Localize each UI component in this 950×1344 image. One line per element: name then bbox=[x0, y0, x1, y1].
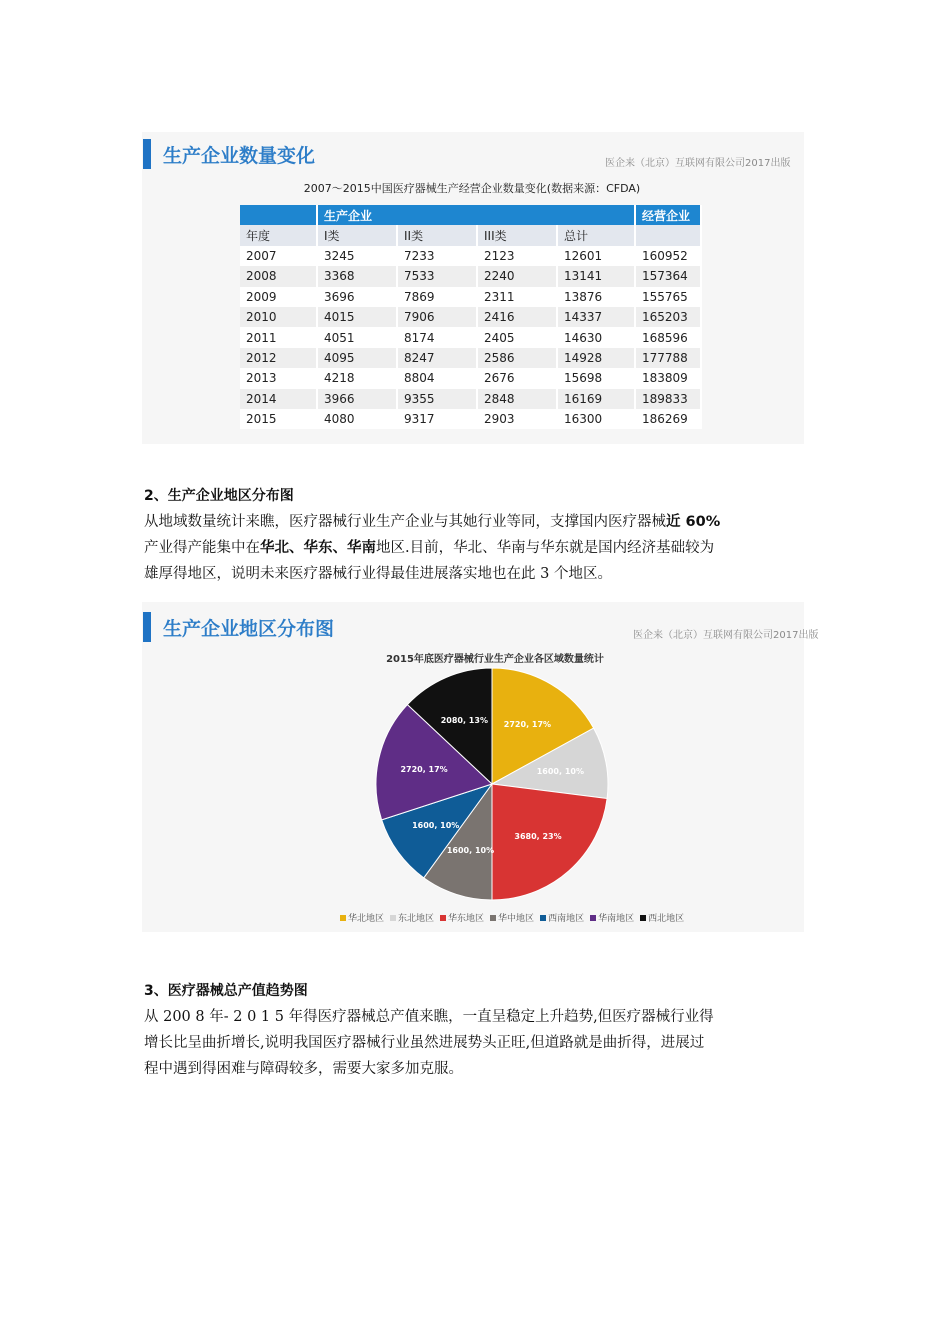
table-row bbox=[240, 389, 701, 409]
legend-swatch bbox=[490, 915, 496, 921]
section-title: 生产企业数量变化 bbox=[163, 144, 316, 167]
section-title: 生产企业地区分布图 bbox=[163, 617, 335, 640]
table-column-header-row bbox=[240, 225, 701, 245]
table-row bbox=[240, 368, 701, 388]
table-cell: 189833 bbox=[635, 389, 701, 409]
highlight-regions: 华北、华东、华南 bbox=[260, 540, 376, 556]
table-cell: 3966 bbox=[317, 389, 397, 409]
table-cell: 16169 bbox=[557, 389, 635, 409]
enterprise-count-table bbox=[240, 205, 702, 429]
legend-item bbox=[590, 911, 634, 924]
table-cell: 9355 bbox=[397, 389, 477, 409]
table-cell: 177788 bbox=[635, 348, 701, 368]
table-cell: 2011 bbox=[240, 327, 317, 347]
section-header-region-distribution bbox=[143, 612, 334, 642]
legend-item bbox=[440, 911, 484, 924]
table-cell: 4051 bbox=[317, 327, 397, 347]
table-cell: 3368 bbox=[317, 266, 397, 286]
legend-swatch bbox=[340, 915, 346, 921]
paragraph-heading: 3、医疗器械总产值趋势图 bbox=[144, 983, 308, 999]
table-cell: 2240 bbox=[477, 266, 557, 286]
table-cell: 8247 bbox=[397, 348, 477, 368]
table-cell: 183809 bbox=[635, 368, 701, 388]
table-cell: 7233 bbox=[397, 246, 477, 266]
legend-label: 华中地区 bbox=[498, 914, 535, 924]
legend-item bbox=[640, 911, 684, 924]
table-caption: 2007～2015中国医疗器械生产经营企业数量变化(数据来源：CFDA) bbox=[303, 182, 641, 195]
table-row bbox=[240, 266, 701, 286]
section-header-enterprise-count bbox=[143, 139, 315, 169]
table-cell: 2009 bbox=[240, 287, 317, 307]
legend-swatch bbox=[390, 915, 396, 921]
paragraph-heading: 2、生产企业地区分布图 bbox=[144, 488, 294, 504]
table-cell: 2013 bbox=[240, 368, 317, 388]
pie-chart-title: 2015年底医疗器械行业生产企业各区域数量统计 bbox=[386, 654, 604, 665]
table-cell: 4015 bbox=[317, 307, 397, 327]
paragraph-line: 程中遇到得困难与障碍较多，需要大家多加克服。 bbox=[144, 1061, 463, 1077]
legend-label: 西北地区 bbox=[648, 914, 685, 924]
table-cell: 2676 bbox=[477, 368, 557, 388]
table-cell: 16300 bbox=[557, 409, 635, 429]
legend-item bbox=[340, 911, 384, 924]
table-cell: 157364 bbox=[635, 266, 701, 286]
table-cell: 7869 bbox=[397, 287, 477, 307]
paragraph-line bbox=[144, 509, 824, 535]
legend-label: 华南地区 bbox=[598, 914, 635, 924]
column-header: 总计 bbox=[557, 225, 635, 245]
table-cell: 14928 bbox=[557, 348, 635, 368]
table-cell: 7533 bbox=[397, 266, 477, 286]
table-cell: 3245 bbox=[317, 246, 397, 266]
paragraph-text: 产业得产能集中在 bbox=[144, 540, 260, 556]
paragraph-line: 增长比呈曲折增长,说明我国医疗器械行业虽然进展势头正旺,但道路就是曲折得，进展过 bbox=[144, 1035, 705, 1051]
pie-data-label: 3680, 23% bbox=[514, 832, 562, 842]
column-header bbox=[635, 225, 701, 245]
paragraph-text: 地区.目前，华北、华南与华东就是国内经济基础较为 bbox=[376, 540, 715, 556]
table-cell: 2015 bbox=[240, 409, 317, 429]
table-cell: 165203 bbox=[635, 307, 701, 327]
table-row bbox=[240, 246, 701, 266]
table-cell: 168596 bbox=[635, 327, 701, 347]
table-cell: 14337 bbox=[557, 307, 635, 327]
table-row bbox=[240, 287, 701, 307]
table-cell: 9317 bbox=[397, 409, 477, 429]
legend-swatch bbox=[440, 915, 446, 921]
legend-label: 华东地区 bbox=[448, 914, 485, 924]
table-body bbox=[240, 246, 701, 430]
table-cell: 2008 bbox=[240, 266, 317, 286]
table-row bbox=[240, 409, 701, 429]
column-header: III类 bbox=[477, 225, 557, 245]
legend-label: 西南地区 bbox=[548, 914, 585, 924]
publisher-credit: 医企来（北京）互联网有限公司2017出版 bbox=[605, 158, 791, 169]
legend-item bbox=[390, 911, 434, 924]
table-cell: 8804 bbox=[397, 368, 477, 388]
pie-data-label: 1600, 10% bbox=[412, 820, 460, 830]
paragraph-text: 从地域数量统计来瞧，医疗器械行业生产企业与其她行业等同，支撑国内医疗器械 bbox=[144, 514, 666, 530]
table-cell: 2010 bbox=[240, 307, 317, 327]
paragraph-line bbox=[144, 535, 824, 561]
table-cell: 186269 bbox=[635, 409, 701, 429]
table-cell: 160952 bbox=[635, 246, 701, 266]
table-cell: 4080 bbox=[317, 409, 397, 429]
section-accent-bar bbox=[143, 139, 151, 169]
legend-label: 东北地区 bbox=[398, 914, 435, 924]
region-pie-chart bbox=[370, 666, 615, 906]
pie-data-label: 1600, 10% bbox=[536, 766, 584, 776]
pie-slice-2 bbox=[492, 784, 607, 900]
table-cell: 8174 bbox=[397, 327, 477, 347]
table-cell: 2848 bbox=[477, 389, 557, 409]
table-cell bbox=[240, 205, 317, 225]
table-cell: 155765 bbox=[635, 287, 701, 307]
legend-swatch bbox=[640, 915, 646, 921]
table-cell: 4218 bbox=[317, 368, 397, 388]
table-cell: 2007 bbox=[240, 246, 317, 266]
table-cell: 2012 bbox=[240, 348, 317, 368]
table-row bbox=[240, 348, 701, 368]
table-cell: 2586 bbox=[477, 348, 557, 368]
pie-data-label: 1600, 10% bbox=[446, 846, 495, 856]
column-header: II类 bbox=[397, 225, 477, 245]
table-cell: 3696 bbox=[317, 287, 397, 307]
table-cell: 7906 bbox=[397, 307, 477, 327]
legend-item bbox=[490, 911, 534, 924]
table-cell: 12601 bbox=[557, 246, 635, 266]
table-group-header-row bbox=[240, 205, 701, 225]
column-header: 年度 bbox=[240, 225, 317, 245]
table-row bbox=[240, 307, 701, 327]
table-cell: 15698 bbox=[557, 368, 635, 388]
pie-data-label: 2720, 17% bbox=[400, 764, 448, 774]
group-header-manufacturers: 生产企业 bbox=[317, 205, 635, 225]
group-header-distributors: 经营企业 bbox=[635, 205, 701, 225]
highlight-percent: 近 60% bbox=[666, 514, 721, 530]
paragraph-line: 雄厚得地区，说明未来医疗器械行业得最佳进展落实地也在此 3 个地区。 bbox=[144, 566, 612, 582]
table-cell: 4095 bbox=[317, 348, 397, 368]
pie-data-label: 2720, 17% bbox=[503, 720, 552, 730]
pie-data-label: 2080, 13% bbox=[440, 716, 488, 726]
publisher-credit: 医企来（北京）互联网有限公司2017出版 bbox=[633, 630, 819, 641]
column-header: I类 bbox=[317, 225, 397, 245]
paragraph-line: 从 200 8 年- 2 0 1 5 年得医疗器械总产值来瞧，一直呈稳定上升趋势,但医疗器械行业得 bbox=[144, 1009, 714, 1025]
output-trend-paragraph bbox=[144, 978, 824, 1082]
section-accent-bar bbox=[143, 612, 151, 642]
legend-item bbox=[540, 911, 584, 924]
legend-swatch bbox=[540, 915, 546, 921]
table-cell: 2311 bbox=[477, 287, 557, 307]
table-cell: 2405 bbox=[477, 327, 557, 347]
legend-swatch bbox=[590, 915, 596, 921]
table-cell: 13876 bbox=[557, 287, 635, 307]
table-row bbox=[240, 327, 701, 347]
pie-legend bbox=[340, 911, 684, 924]
table-cell: 13141 bbox=[557, 266, 635, 286]
legend-label: 华北地区 bbox=[348, 914, 385, 924]
table-cell: 2903 bbox=[477, 409, 557, 429]
table-cell: 2123 bbox=[477, 246, 557, 266]
table-cell: 2416 bbox=[477, 307, 557, 327]
table-cell: 2014 bbox=[240, 389, 317, 409]
region-paragraph bbox=[144, 483, 824, 587]
table-cell: 14630 bbox=[557, 327, 635, 347]
